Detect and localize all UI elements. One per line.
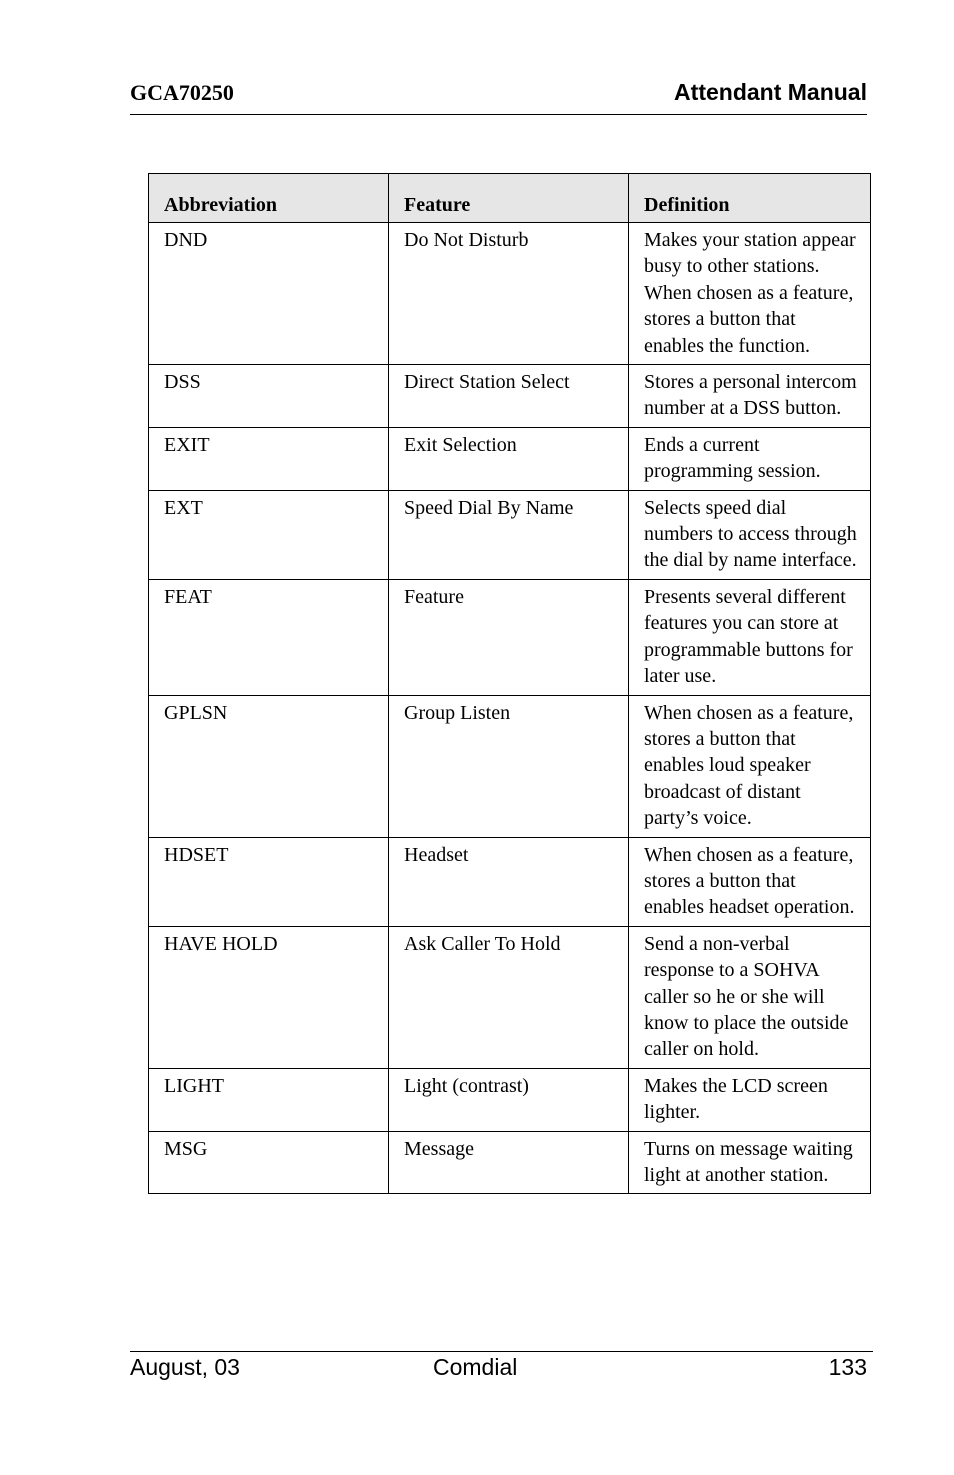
feature-cell: Direct Station Select	[389, 365, 629, 428]
definition-cell: Makes the LCD screen lighter.	[629, 1068, 871, 1131]
abbreviation-cell: GPLSN	[149, 695, 389, 837]
page-number: 133	[828, 1354, 867, 1380]
table-row	[149, 365, 871, 428]
definition-cell: Stores a personal intercom number at a DSS button.	[629, 365, 871, 428]
table-row	[149, 1068, 871, 1131]
abbreviation-cell: LIGHT	[149, 1068, 389, 1131]
table-row	[149, 427, 871, 490]
definition-cell: Selects speed dial numbers to access through the dial by name interface.	[629, 490, 871, 579]
column-header-abbreviation: Abbreviation	[149, 174, 389, 223]
header-divider	[130, 114, 867, 115]
definition-cell: Makes your station appear busy to other stations. When chosen as a feature, stores a button that enables the function.	[629, 223, 871, 365]
abbreviation-cell: DSS	[149, 365, 389, 428]
footer-date: August, 03	[130, 1354, 240, 1380]
table-row	[149, 223, 871, 365]
footer-divider	[130, 1351, 873, 1352]
definition-cell: Turns on message waiting light at another station.	[629, 1131, 871, 1194]
table-row	[149, 695, 871, 837]
definition-cell: Presents several different features you can store at programmable buttons for later use.	[629, 579, 871, 695]
feature-cell: Light (contrast)	[389, 1068, 629, 1131]
feature-cell: Group Listen	[389, 695, 629, 837]
table-row	[149, 1131, 871, 1194]
abbreviation-cell: EXT	[149, 490, 389, 579]
abbreviation-cell: MSG	[149, 1131, 389, 1194]
table-row	[149, 490, 871, 579]
table-row	[149, 837, 871, 926]
feature-cell: Ask Caller To Hold	[389, 926, 629, 1068]
footer-company: Comdial	[433, 1354, 518, 1380]
feature-cell: Exit Selection	[389, 427, 629, 490]
abbreviation-cell: DND	[149, 223, 389, 365]
feature-cell: Headset	[389, 837, 629, 926]
definition-cell: When chosen as a feature, stores a button that enables loud speaker broadcast of distant party’s voice.	[629, 695, 871, 837]
definition-cell: When chosen as a feature, stores a button that enables headset operation.	[629, 837, 871, 926]
table-header-row	[149, 174, 871, 223]
definition-cell: Send a non-verbal response to a SOHVA caller so he or she will know to place the outside caller on hold.	[629, 926, 871, 1068]
abbreviation-cell: HAVE HOLD	[149, 926, 389, 1068]
column-header-definition: Definition	[629, 174, 871, 223]
feature-cell: Speed Dial By Name	[389, 490, 629, 579]
definition-cell: Ends a current programming session.	[629, 427, 871, 490]
abbreviation-table	[148, 173, 871, 1194]
abbreviation-cell: EXIT	[149, 427, 389, 490]
table-row	[149, 926, 871, 1068]
feature-cell: Feature	[389, 579, 629, 695]
document-code: GCA70250	[130, 80, 234, 105]
column-header-feature: Feature	[389, 174, 629, 223]
document-title: Attendant Manual	[674, 79, 867, 105]
feature-cell: Message	[389, 1131, 629, 1194]
abbreviation-cell: HDSET	[149, 837, 389, 926]
table-row	[149, 579, 871, 695]
abbreviation-cell: FEAT	[149, 579, 389, 695]
feature-cell: Do Not Disturb	[389, 223, 629, 365]
